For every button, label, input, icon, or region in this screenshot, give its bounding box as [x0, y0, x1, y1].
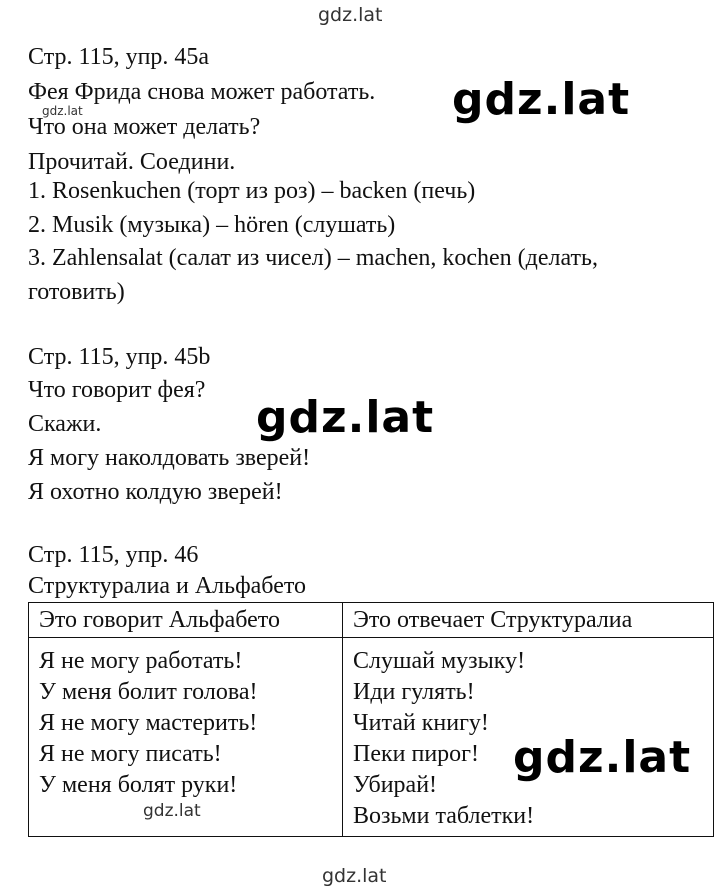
section-45a-line: готовить)	[28, 279, 125, 305]
alfabeto-phrase: У меня болит голова!	[39, 679, 258, 705]
table-header-strukturalia: Это отвечает Структуралиа	[343, 603, 714, 638]
alfabeto-phrase: Я не могу мастерить!	[39, 710, 258, 736]
section-45b-line: Скажи.	[28, 411, 102, 437]
dialog-table	[28, 602, 714, 837]
watermark-top: gdz.lat	[318, 4, 383, 26]
section-45b-line: Я могу наколдовать зверей!	[28, 445, 311, 471]
section-45a-line: 3. Zahlensalat (салат из чисел) – machen, kochen (делать,	[28, 245, 598, 271]
watermark-table: gdz.lat	[143, 801, 201, 821]
strukturalia-reply: Убирай!	[353, 772, 438, 798]
strukturalia-reply: Иди гулять!	[353, 679, 475, 705]
alfabeto-phrases-cell	[29, 638, 343, 837]
watermark-large-2: gdz.lat	[256, 392, 435, 443]
watermark-large-1: gdz.lat	[452, 74, 631, 125]
watermark-bottom: gdz.lat	[322, 865, 387, 887]
strukturalia-reply: Пеки пирог!	[353, 741, 480, 767]
section-45a-line: Что она может делать?	[28, 114, 261, 140]
section-46-subtitle: Структуралиа и Альфабето	[28, 573, 307, 599]
section-45b-heading: Стр. 115, упр. 45b	[28, 344, 211, 370]
watermark-tiny: gdz.lat	[42, 104, 83, 118]
alfabeto-phrase: Я не могу работать!	[39, 648, 243, 674]
section-45a-line: 1. Rosenkuchen (торт из роз) – backen (печь)	[28, 178, 476, 204]
strukturalia-replies-cell	[343, 638, 714, 837]
watermark-large-3: gdz.lat	[513, 732, 692, 783]
alfabeto-phrase: У меня болят руки!	[39, 772, 238, 798]
section-45b-line: Что говорит фея?	[28, 377, 206, 403]
section-45a-line: Прочитай. Соедини.	[28, 149, 236, 175]
section-45b-line: Я охотно колдую зверей!	[28, 479, 283, 505]
strukturalia-reply: Читай книгу!	[353, 710, 489, 736]
table-header-row	[29, 603, 714, 638]
table-row	[29, 638, 714, 837]
section-46-heading: Стр. 115, упр. 46	[28, 542, 199, 568]
strukturalia-reply: Возьми таблетки!	[353, 803, 535, 829]
section-45a-line: Фея Фрида снова может работать.	[28, 79, 376, 105]
alfabeto-phrase: Я не могу писать!	[39, 741, 222, 767]
section-45a-heading: Стр. 115, упр. 45a	[28, 44, 210, 70]
section-45a-line: 2. Musik (музыка) – hören (слушать)	[28, 212, 396, 238]
table-header-alfabeto: Это говорит Альфабето	[29, 603, 343, 638]
strukturalia-reply: Слушай музыку!	[353, 648, 526, 674]
